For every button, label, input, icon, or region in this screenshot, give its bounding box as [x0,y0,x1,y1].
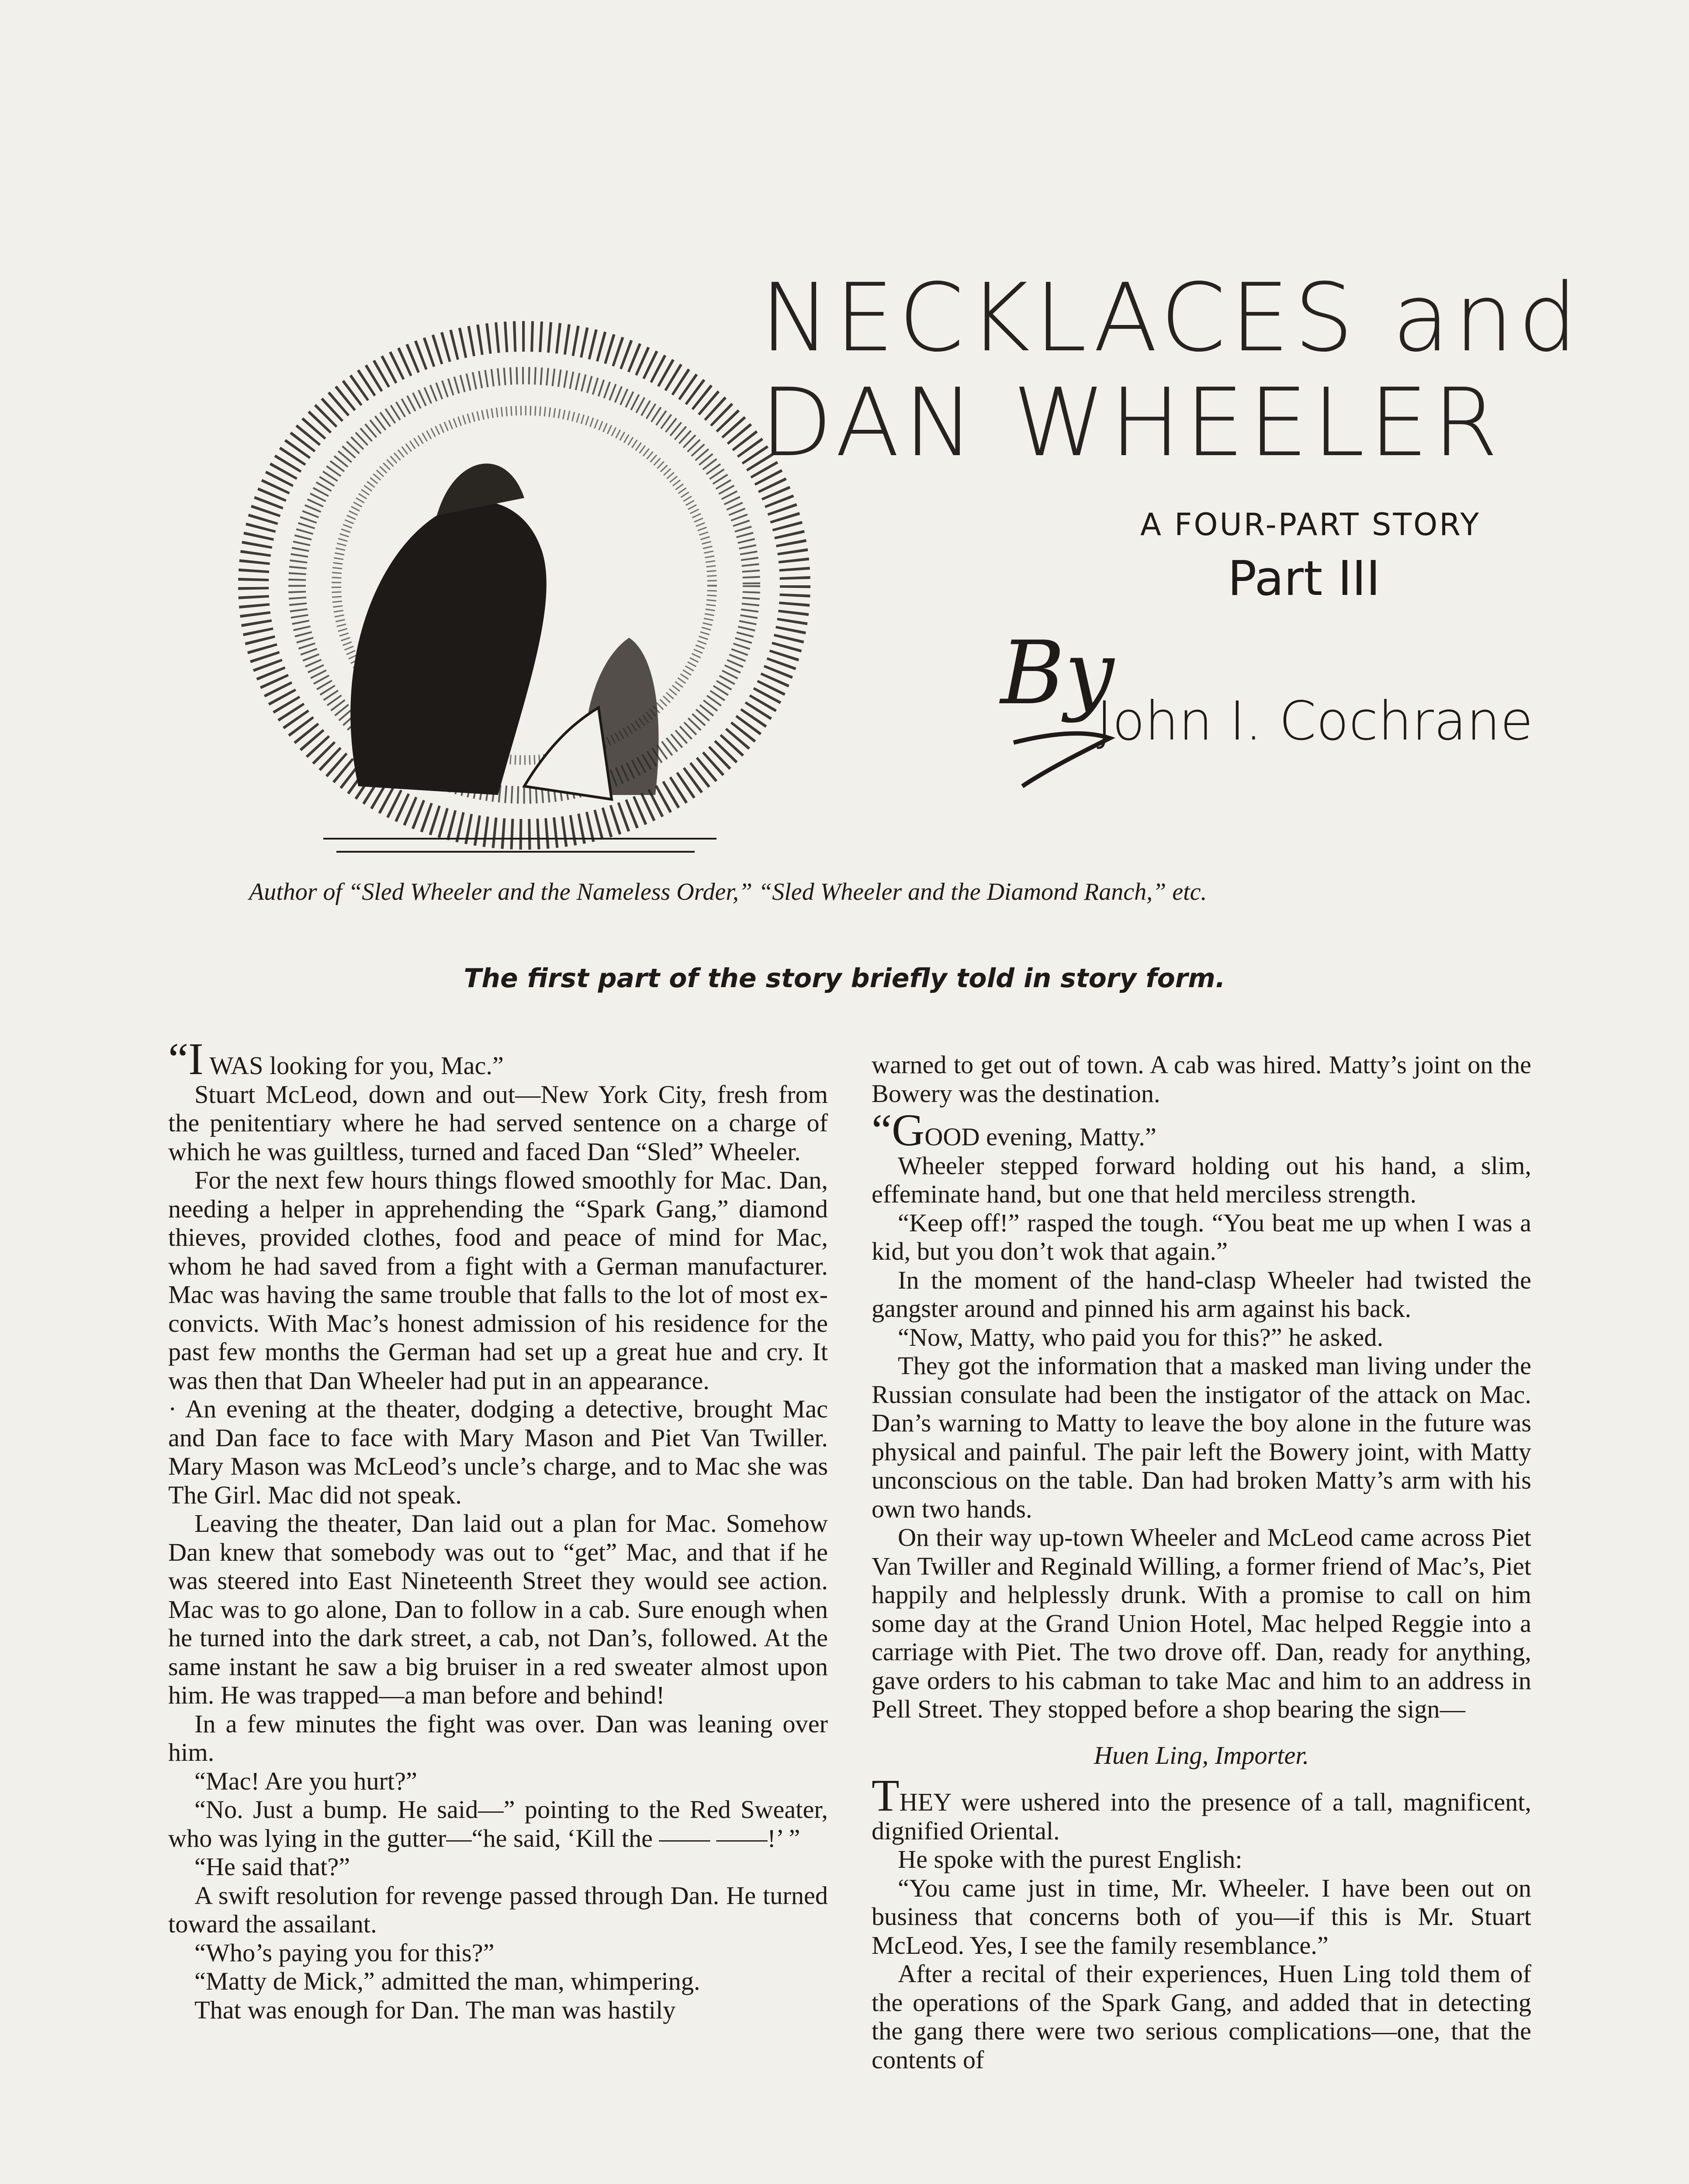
paragraph: A swift resolution for revenge passed through Dan. He turned toward the assailant. [168,1881,828,1938]
paragraph: THEY were ushered into the presence of a tall, magnificent, dignified Oriental. [872,1770,1531,1845]
drop-cap: T [872,1770,900,1821]
paragraph: “GOOD evening, Matty.” [872,1105,1156,1155]
paragraph: They got the information that a masked man living under the Russian consulate had been the instigator of the attack on Mac. Dan’s warning to Matty to leave the boy alone in the future was physical and painful. The pair left the Bowery joint, with Matty unconscious on the table. Dan had broken Matty’s arm with his own two hands. [872,1351,1531,1523]
story-title-line-2: DAN WHEELER [760,368,1502,477]
paragraph: · An evening at the theater, dodging a detective, brought Mac and Dan face to face with Mary Mason and Piet Van Twiller. Mary Mason was McLeod’s uncle’s charge, and to Mac she was The Girl. Mac did not speak. [168,1395,828,1509]
right-column [872,1051,1531,2074]
paragraph: “He said that?” [194,1852,350,1881]
author-name: John I. Cochrane [1097,690,1533,752]
paragraph: “Now, Matty, who paid you for this?” he asked. [898,1323,1384,1351]
paragraph: In the moment of the hand-clasp Wheeler had twisted the gangster around and pinned his arm against his back. [872,1265,1531,1323]
paragraph: warned to get out of town. A cab was hired. Matty’s joint on the Bowery was the destination. [872,1051,1531,1108]
paragraph: “Keep off!” rasped the tough. “You beat me up when I was a kid, but you don’t wok that again.” [872,1208,1531,1265]
author-credits: Author of “Sled Wheeler and the Nameless Order,” “Sled Wheeler and the Diamond Ranch,” etc. [249,878,1207,905]
paragraph: “Matty de Mick,” admitted the man, whimpering. [194,1967,700,1995]
drop-cap: “G [872,1105,925,1155]
paragraph: That was enough for Dan. The man was hastily [194,1995,676,2024]
left-column [168,1034,828,2024]
drop-cap: “I [168,1034,204,1084]
paragraph: “I WAS looking for you, Mac.” [168,1034,504,1084]
paragraph: “Mac! Are you hurt?” [194,1766,417,1795]
paragraph: Leaving the theater, Dan laid out a plan for Mac. Somehow Dan knew that somebody was out to “get” Mac, and that if he was steered into East Nineteenth Street they would see action. Mac was to go alone, Dan to follow in a cab. Sure enough when he turned into the dark street, a cab, not Dan’s, followed. At the same instant he saw a big bruiser in a red sweater almost upon him. He was trapped—a man before and behind! [168,1509,828,1709]
paragraph: Stuart McLeod, down and out—New York City, fresh from the penitentiary where he had served sentence on a charge of which he was guiltless, turned and faced Dan “Sled” Wheeler. [168,1080,828,1166]
svg-text:By: By [1000,629,1114,724]
paragraph: In a few minutes the fight was over. Dan was leaning over him. [168,1709,828,1766]
paragraph: For the next few hours things flowed smoothly for Mac. Dan, needing a helper in apprehending the “Spark Gang,” diamond thieves, provided clothes, food and peace of mind for Mac, whom he had saved from a fight with a German manufacturer. Mac was having the same trouble that falls to the lot of most ex-convicts. With Mac’s honest admission of his residence for the past few months the German had set up a great hue and cry. It was then that Dan Wheeler had put in an appearance. [168,1166,828,1395]
paragraph: “No. Just a bump. He said—” pointing to the Red Sweater, who was lying in the gutter—“he said, ‘Kill the —— ——!’ ” [168,1795,828,1852]
story-title-line-1: NECKLACES and [760,263,1582,373]
paragraph: He spoke with the purest English: [898,1845,1243,1873]
story-subtitle: A FOUR-PART STORY [1140,507,1481,543]
paragraph: On their way up-town Wheeler and McLeod came across Piet Van Twiller and Reginald Willing, a former friend of Mac’s, Piet happily and helplessly drunk. With a promise to call on him some day at the Grand Union Hotel, Mac helped Reggie into a carriage with Piet. The two drove off. Dan, ready for anything, gave orders to his cabman to take Mac and him to an address in Pell Street. They stopped before a shop bearing the sign— [872,1523,1531,1723]
story-part: Part III [1228,550,1381,606]
paragraph: “Who’s paying you for this?” [194,1938,495,1967]
shop-sign: Huen Ling, Importer. [1094,1741,1309,1769]
synopsis-heading: The first part of the story briefly told in story form. [464,963,1225,994]
paragraph: Wheeler stepped forward holding out his hand, a slim, effeminate hand, but one that held merciless strength. [872,1151,1531,1208]
paragraph: After a recital of their experiences, Huen Ling told them of the operations of the Spark Gang, and added that in detecting the gang there were two serious complications—one, that the contents of [872,1959,1531,2074]
paragraph: “You came just in time, Mr. Wheeler. I have been out on business that concerns both of you—if this is Mr. Stuart McLeod. Yes, I see the family resemblance.” [872,1873,1531,1959]
